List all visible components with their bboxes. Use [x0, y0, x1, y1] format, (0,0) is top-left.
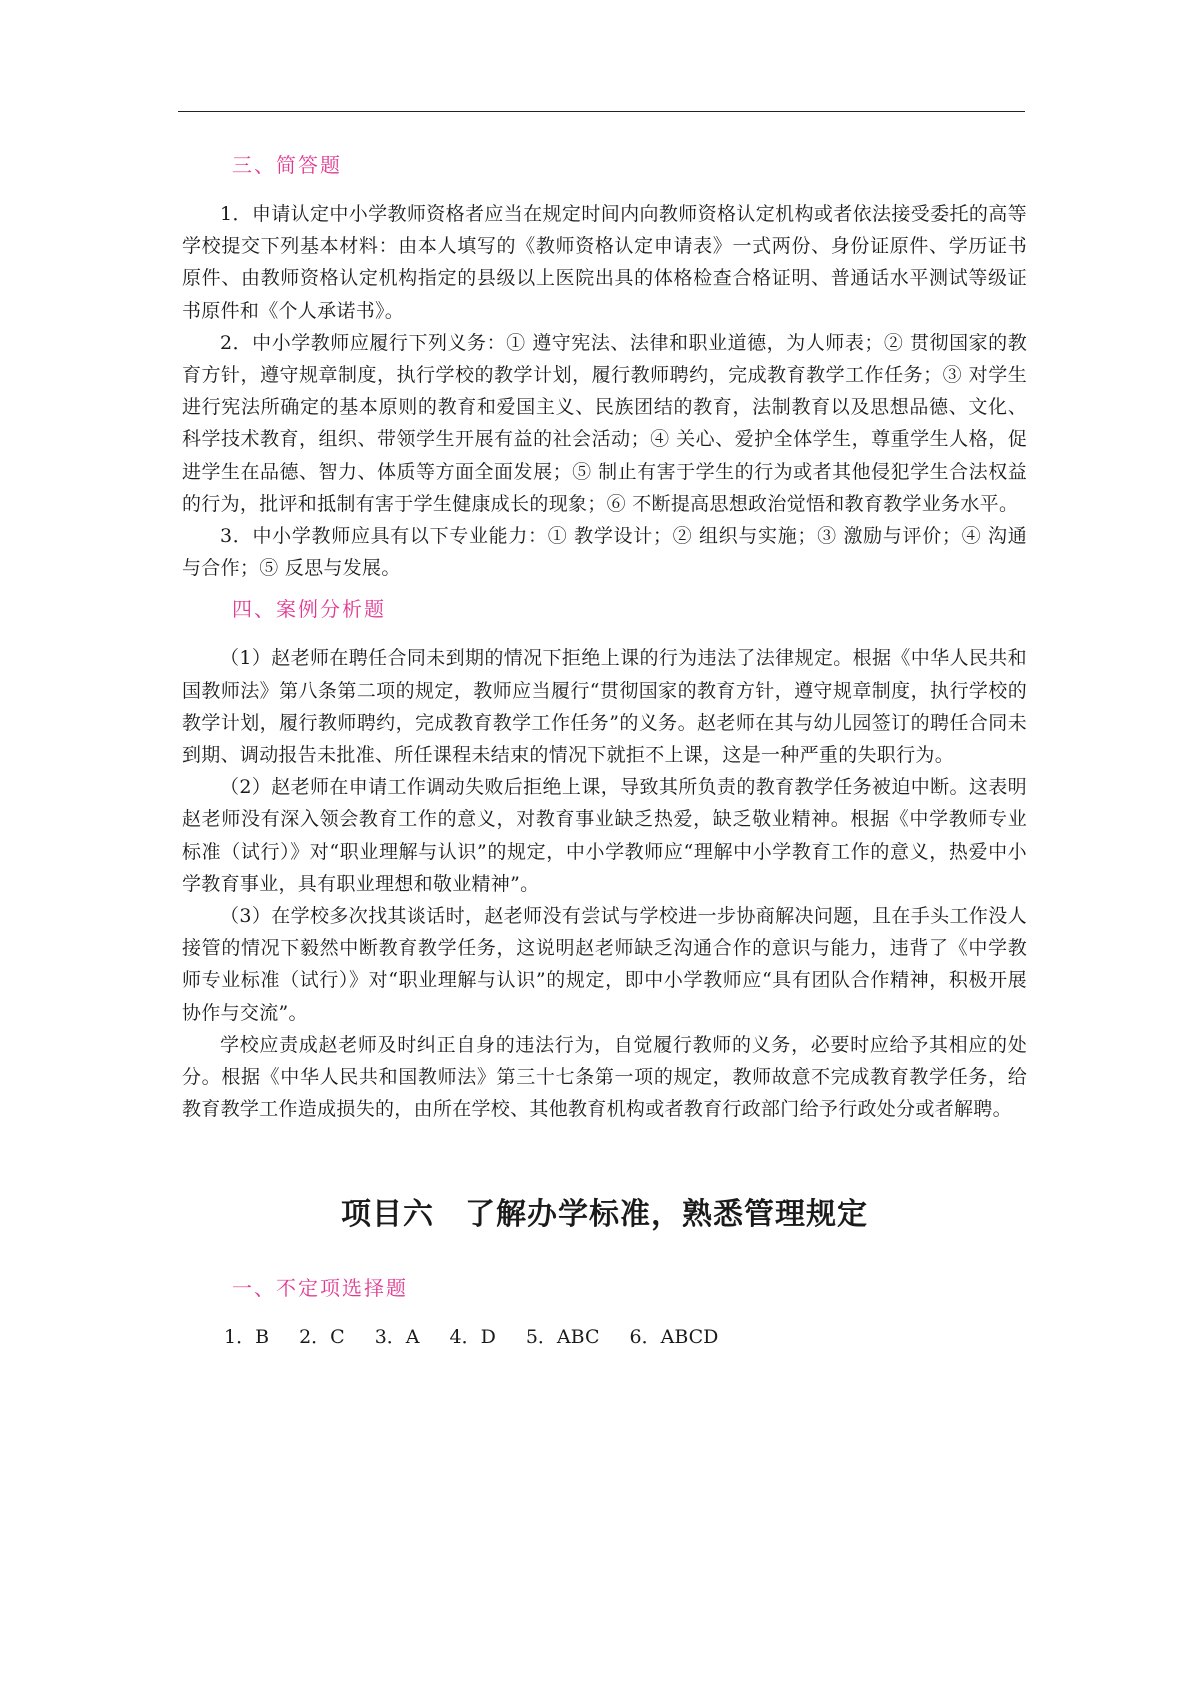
case-paragraph: （1）赵老师在聘任合同未到期的情况下拒绝上课的行为违法了法律规定。根据《中华人民共和国教师法》第八条第二项的规定，教师应当履行“贯彻国家的教育方针，遵守规章制度，执行学校的教学计划，履行教师聘约，完成教育教学工作任务”的义务。赵老师在其与幼儿园签订的聘任合同未到期、调动报告未批准、所任课程未结束的情况下就拒不上课，这是一种严重的失职行为。: [182, 647, 1027, 767]
answer-item: 5．ABC: [525, 1326, 600, 1349]
section-heading-case-analysis: 四、案例分析题: [232, 597, 386, 622]
page-content: [182, 150, 1027, 1353]
case-paragraph: 学校应责成赵老师及时纠正自身的违法行为，自觉履行教师的义务，必要时应给予其相应的处分。根据《中华人民共和国教师法》第三十七条第一项的规定，教师故意不完成教育教学任务，给教育教学工作造成损失的，由所在学校、其他教育机构或者教育行政部门给予行政处分或者解聘。: [182, 1033, 1027, 1121]
case-paragraph: （3）在学校多次找其谈话时，赵老师没有尝试与学校进一步协商解决问题，且在手头工作没人接管的情况下毅然中断教育教学任务，这说明赵老师缺乏沟通合作的意识与能力，违背了《中学教师专业标准（试行）》对“职业理解与认识”的规定，即中小学教师应“具有团队合作精神，积极开展协作与交流”。: [182, 905, 1027, 1024]
answer-item: 4．D: [449, 1326, 496, 1349]
case-paragraph: （2）赵老师在申请工作调动失败后拒绝上课，导致其所负责的教育教学任务被迫中断。这表明赵老师没有深入领会教育工作的意义，对教育事业缺乏热爱，缺乏敬业精神。根据《中学教师专业标准（试行）》对“职业理解与认识”的规定，中小学教师应“理解中小学教育工作的意义，热爱中小学教育事业，具有职业理想和敬业精神”。: [182, 776, 1027, 895]
answer-item: 1．B: [224, 1326, 270, 1349]
answer-item: 3．A: [374, 1326, 420, 1349]
section-heading-short-answer: 三、简答题: [232, 153, 342, 177]
project-title: 项目六 了解办学标准，熟悉管理规定: [341, 1197, 868, 1233]
answer-item: 2．C: [299, 1326, 345, 1349]
answer-paragraph: 3．中小学教师应具有以下专业能力：① 教学设计；② 组织与实施；③ 激励与评价；④ 沟通与合作；⑤ 反思与发展。: [182, 525, 1027, 580]
header-rule: [178, 111, 1025, 112]
answer-paragraph: 2．中小学教师应履行下列义务：① 遵守宪法、法律和职业道德，为人师表；② 贯彻国家的教育方针，遵守规章制度，执行学校的教学计划，履行教师聘约，完成教育教学工作任务；③ 对学生进行宪法所确定的基本原则的教育和爱国主义、民族团结的教育，法制教育以及思想品德、文化、科学技术教育，组织、带领学生开展有益的社会活动；④ 关心、爱护全体学生，尊重学生人格，促进学生在品德、智力、体质等方面全面发展；⑤ 制止有害于学生的行为或者其他侵犯学生合法权益的行为，批评和抵制有害于学生健康成长的现象；⑥ 不断提高思想政治觉悟和教育教学业务水平。: [182, 331, 1027, 515]
answer-key: [182, 1321, 1027, 1353]
answer-item: 6．ABCD: [629, 1326, 719, 1349]
answer-paragraph: 1．申请认定中小学教师资格者应当在规定时间内向教师资格认定机构或者依法接受委托的高等学校提交下列基本材料：由本人填写的《教师资格认定申请表》一式两份、身份证原件、学历证书原件、由教师资格认定机构指定的县级以上医院出具的体格检查合格证明、普通话水平测试等级证书原件和《个人承诺书》。: [182, 203, 1027, 322]
section-heading-multiple-choice: 一、不定项选择题: [232, 1276, 408, 1301]
